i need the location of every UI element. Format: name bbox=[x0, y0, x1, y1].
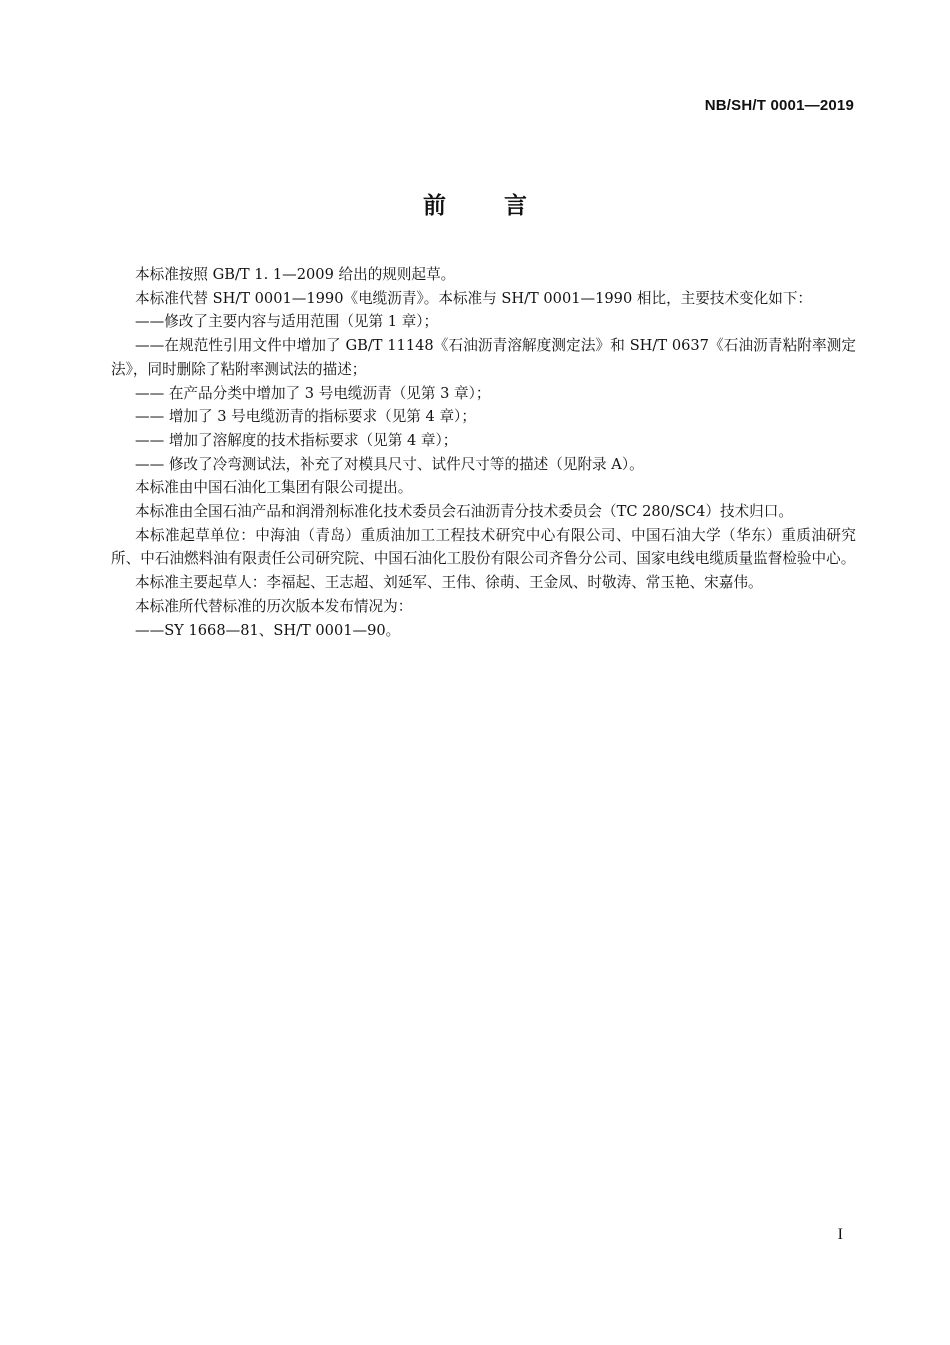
paragraph-drafters: 本标准主要起草人：李福起、王志超、刘延军、王伟、徐萌、王金凤、时敬涛、常玉艳、宋嘉伟。 bbox=[135, 574, 763, 592]
change-item: ——修改了主要内容与适用范围（见第 1 章）； bbox=[135, 313, 439, 331]
paragraph-replacement: 本标准代替 SH/T 0001—1990《电缆沥青》。本标准与 SH/T 0001—1990 相比，主要技术变化如下： bbox=[135, 289, 813, 307]
history-item: ——SY 1668—81、SH/T 0001—90。 bbox=[135, 621, 401, 639]
foreword-body bbox=[111, 263, 856, 642]
change-item: —— 增加了溶解度的技术指标要求（见第 4 章）； bbox=[135, 431, 458, 449]
page-number: I bbox=[837, 1226, 843, 1243]
change-item: ——在规范性引用文件中增加了 GB/T 11148《石油沥青溶解度测定法》和 SH/T 0637《石油沥青粘附率测定法》，同时删除了粘附率测试法的描述； bbox=[111, 337, 856, 378]
paragraph-drafting-units: 本标准起草单位：中海油（青岛）重质油加工工程技术研究中心有限公司、中国石油大学（华东）重质油研究所、中石油燃料油有限责任公司研究院、中国石油化工股份有限公司齐鲁分公司、国家电线电缆质量监督检验中心。 bbox=[111, 526, 856, 568]
paragraph-history-intro: 本标准所代替标准的历次版本发布情况为： bbox=[135, 597, 413, 615]
paragraph-drafting-rule: 本标准按照 GB/T 1. 1—2009 给出的规则起草。 bbox=[135, 266, 456, 283]
change-item: —— 在产品分类中增加了 3 号电缆沥青（见第 3 章）； bbox=[135, 384, 491, 402]
change-item: —— 增加了 3 号电缆沥青的指标要求（见第 4 章）； bbox=[135, 408, 476, 426]
paragraph-proposer: 本标准由中国石油化工集团有限公司提出。 bbox=[135, 479, 413, 497]
paragraph-committee: 本标准由全国石油产品和润滑剂标准化技术委员会石油沥青分技术委员会（TC 280/SC4）技术归口。 bbox=[135, 503, 793, 521]
change-item: —— 修改了冷弯测试法，补充了对模具尺寸、试件尺寸等的描述（见附录 A）。 bbox=[135, 455, 644, 473]
standard-code: NB/SH/T 0001—2019 bbox=[704, 97, 854, 114]
page-title: 前言 bbox=[423, 193, 585, 219]
